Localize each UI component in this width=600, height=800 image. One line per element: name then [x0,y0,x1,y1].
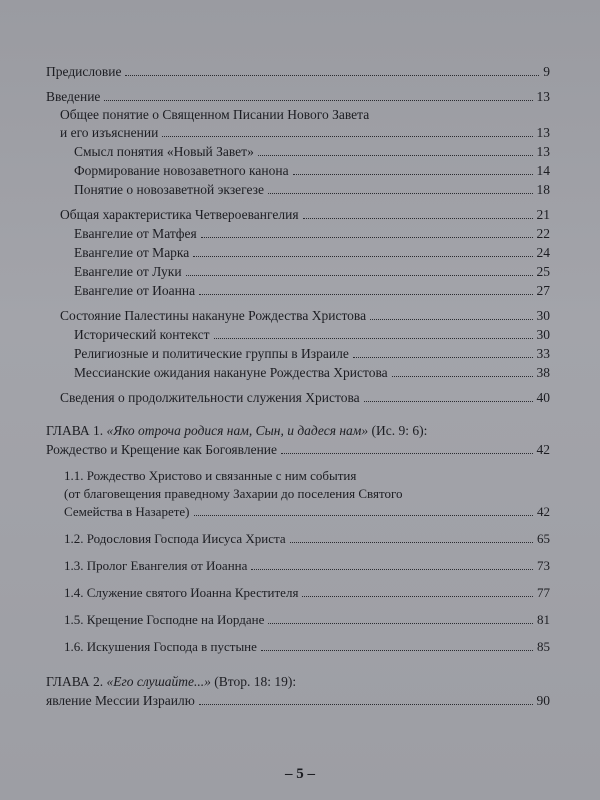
chapter-page: 42 [536,442,550,457]
section-entry [46,467,550,521]
toc-entry [46,388,550,407]
toc-entry-title: Исторический контекст [74,327,210,342]
toc-entry-title: Евангелие от Матфея [74,226,197,241]
toc-entry-title: Мессианские ожидания накануне Рождества Христова [74,365,388,380]
dot-leader [194,515,534,516]
dot-leader [281,453,532,454]
toc-entry-page: 30 [536,308,550,323]
toc-entry-title-line: Общее понятие о Священном Писании Нового Завета [60,107,370,122]
dot-leader [199,294,532,295]
chapter-subtitle: явление Мессии Израилю [46,693,195,708]
toc-entry [46,325,550,344]
toc-entry-title: Формирование новозаветного канона [74,163,289,178]
section-page: 77 [537,585,550,600]
dot-leader [104,100,532,101]
toc-entry-title-line: и его изъяснении [60,125,159,140]
dot-leader [201,237,533,238]
section-page: 42 [537,504,550,519]
page-number: – 5 – [285,766,315,782]
chapter-reference: (Втор. 18: 19): [214,674,297,689]
section-entry [46,611,550,629]
dot-leader [125,75,539,76]
dot-leader [261,650,533,651]
dot-leader [258,155,533,156]
toc-entry-title: Религиозные и политические группы в Израиле [74,346,349,361]
toc-entry [46,87,550,106]
chapter-page: 90 [536,693,550,708]
chapter-reference: (Ис. 9: 6): [371,423,428,438]
toc-entry-page: 30 [536,327,550,342]
toc-entry-title: Предисловие [46,64,122,79]
toc-entry-title: Евангелие от Иоанна [74,283,196,298]
toc-entry-page: 21 [536,207,550,222]
toc-entry-page: 18 [536,182,550,197]
chapter-quote: «Яко отроча родися нам, Сын, и дадеся нам» [106,423,369,438]
toc-entry [46,224,550,243]
chapter-prefix: ГЛАВА 2. [46,674,104,689]
toc-entry-page: 13 [536,89,550,104]
dot-leader [186,275,533,276]
toc-entry-title: Понятие о новозаветной экзегезе [74,182,264,197]
dot-leader [392,376,533,377]
dot-leader [302,596,533,597]
toc-entry-title: Евангелие от Марка [74,245,190,260]
toc-entry-page: 22 [536,226,550,241]
dot-leader [268,193,533,194]
dot-leader [214,338,533,339]
toc-entry-page: 40 [536,390,550,405]
dot-leader [268,623,533,624]
dot-leader [293,174,533,175]
section-title: 1.6. Искушения Господа в пустыне [64,639,257,654]
toc-entry-title: Общая характеристика Четвероевангелия [60,207,299,222]
toc-entry-page: 27 [536,283,550,298]
section-page: 85 [537,639,550,654]
toc-entry [46,106,550,142]
toc-entry-page: 25 [536,264,550,279]
chapter-prefix: ГЛАВА 1. [46,423,104,438]
section-entry [46,584,550,602]
section-title: 1.4. Служение святого Иоанна Крестителя [64,585,299,600]
section-entry [46,530,550,548]
toc-entry-page: 14 [536,163,550,178]
section-title-line: (от благовещения праведному Захарии до поселения Святого [64,486,403,501]
toc-entry-page: 38 [536,365,550,380]
toc-entry [46,281,550,300]
section-title: 1.5. Крещение Господне на Иордане [64,612,265,627]
section-title-line: Семейства в Назарете) [64,504,190,519]
section-title: 1.2. Родословия Господа Иисуса Христа [64,531,286,546]
section-page: 73 [537,558,550,573]
dot-leader [193,256,532,257]
toc-entry [46,306,550,325]
toc-entry-page: 13 [536,144,550,159]
dot-leader [199,704,533,705]
section-title-line: 1.1. Рождество Христово и связанные с ним события [64,468,357,483]
section-entry [46,557,550,575]
chapter-heading [46,672,550,710]
dot-leader [251,569,533,570]
dot-leader [290,542,533,543]
toc-entry [46,243,550,262]
toc-entry [46,344,550,363]
chapter-heading [46,421,550,459]
toc-entry [46,262,550,281]
dot-leader [364,401,533,402]
table-of-contents [46,62,550,710]
toc-entry [46,161,550,180]
toc-entry [46,363,550,382]
toc-entry-title: Состояние Палестины накануне Рождества Христова [60,308,367,323]
toc-entry [46,62,550,81]
toc-entry-page: 24 [536,245,550,260]
chapter-subtitle: Рождество и Крещение как Богоявление [46,442,278,457]
toc-entry-title: Сведения о продолжительности служения Христова [60,390,360,405]
toc-entry-title: Введение [46,89,101,104]
toc-entry-page: 9 [543,64,550,79]
toc-entry-title: Смысл понятия «Новый Завет» [74,144,254,159]
section-entry [46,638,550,656]
section-page: 81 [537,612,550,627]
toc-entry-title: Евангелие от Луки [74,264,182,279]
toc-entry-page: 33 [536,346,550,361]
section-title: 1.3. Пролог Евангелия от Иоанна [64,558,248,573]
dot-leader [353,357,533,358]
dot-leader [303,218,533,219]
chapter-quote: «Его слушайте...» [106,674,211,689]
dot-leader [370,319,532,320]
toc-entry [46,142,550,161]
section-page: 65 [537,531,550,546]
toc-entry-page: 13 [536,125,550,140]
dot-leader [162,136,532,137]
toc-entry [46,180,550,199]
toc-entry [46,205,550,224]
